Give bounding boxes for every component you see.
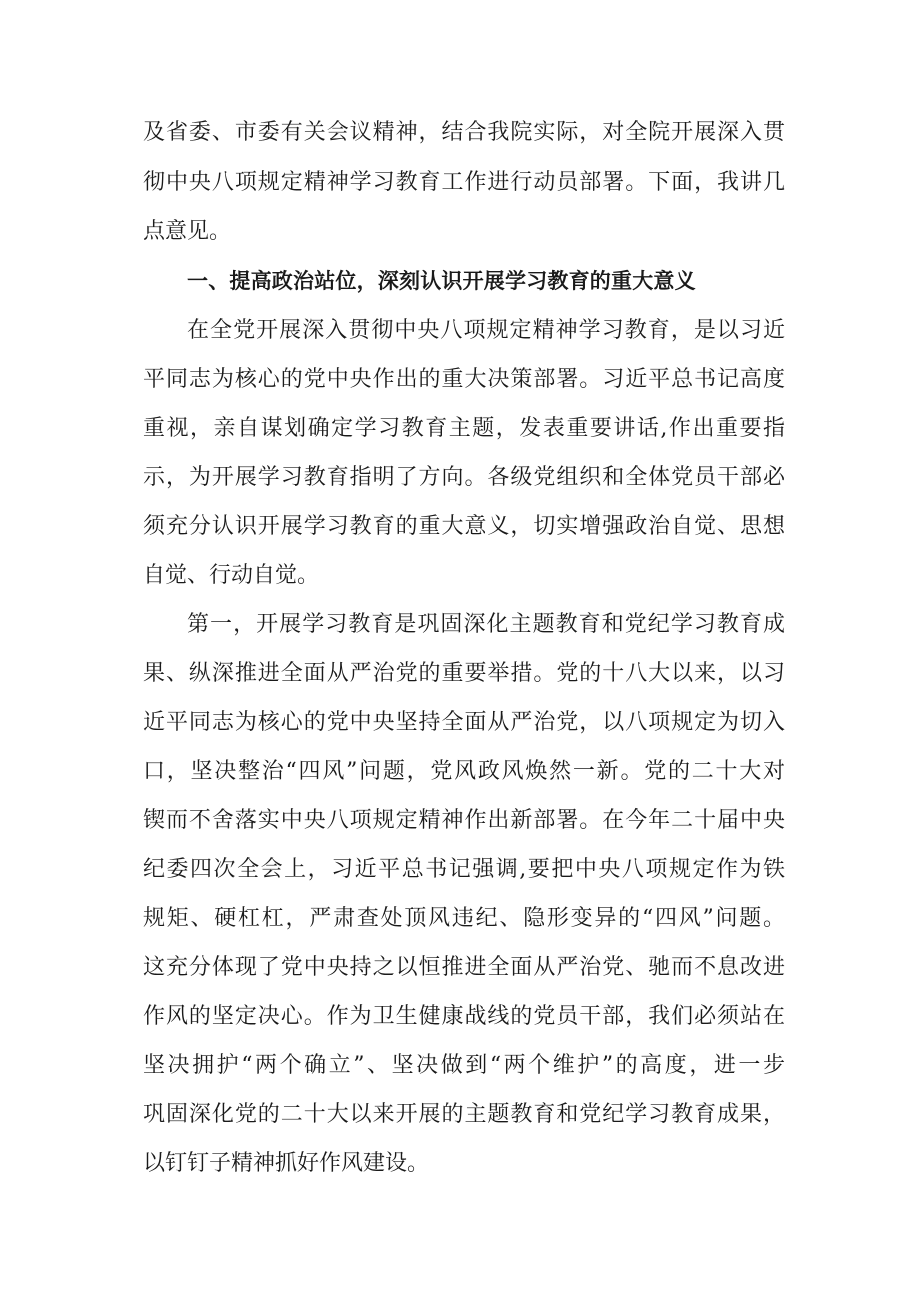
paragraph-line: 自觉、行动自觉。 [143,563,320,588]
paragraph-line: 巩固深化党的二十大以来开展的主题教育和党纪学习教育成果， [143,1102,785,1127]
paragraph-line: 示，为开展学习教育指明了方向。各级党组织和全体党员干部必 [143,465,785,490]
paragraph-line: 须充分认识开展学习教育的重大意义，切实增强政治自觉、思想 [143,514,785,539]
paragraph-line: 纪委四次全会上，习近平总书记强调,要把中央八项规定作为铁 [143,857,785,882]
paragraph-line: 重视，亲自谋划确定学习教育主题，发表重要讲话,作出重要指 [143,416,785,441]
paragraph-line: 点意见。 [143,219,232,244]
paragraph-line: 以钉钉子精神抓好作风建设。 [143,1151,430,1176]
paragraph-line: 这充分体现了党中央持之以恒推进全面从严治党、驰而不息改进 [143,955,785,980]
paragraph-line: 锲而不舍落实中央八项规定精神作出新部署。在今年二十届中央 [143,808,785,833]
section-heading: 一、提高政治站位，深刻认识开展学习教育的重大意义 [187,269,696,293]
paragraph-line: 彻中央八项规定精神学习教育工作进行动员部署。下面，我讲几 [143,170,785,195]
paragraph-line: 在全党开展深入贯彻中央八项规定精神学习教育，是以习近 [187,318,785,343]
paragraph-line: 口，坚决整治“四风”问题，党风政风焕然一新。党的二十大对 [143,759,785,784]
paragraph-line: 及省委、市委有关会议精神，结合我院实际，对全院开展深入贯 [143,120,785,145]
paragraph-line: 果、纵深推进全面从严治党的重要举措。党的十八大以来，以习 [143,661,785,686]
paragraph-line: 近平同志为核心的党中央坚持全面从严治党，以八项规定为切入 [143,710,785,735]
paragraph-line: 平同志为核心的党中央作出的重大决策部署。习近平总书记高度 [143,367,785,392]
paragraph-line: 第一，开展学习教育是巩固深化主题教育和党纪学习教育成 [187,612,785,637]
paragraph-line: 规矩、硬杠杠，严肃查处顶风违纪、隐形变异的“四风”问题。 [143,906,785,931]
paragraph-line: 作风的坚定决心。作为卫生健康战线的党员干部，我们必须站在 [143,1004,785,1029]
paragraph-line: 坚决拥护“两个确立”、坚决做到“两个维护”的高度，进一步 [143,1053,785,1078]
